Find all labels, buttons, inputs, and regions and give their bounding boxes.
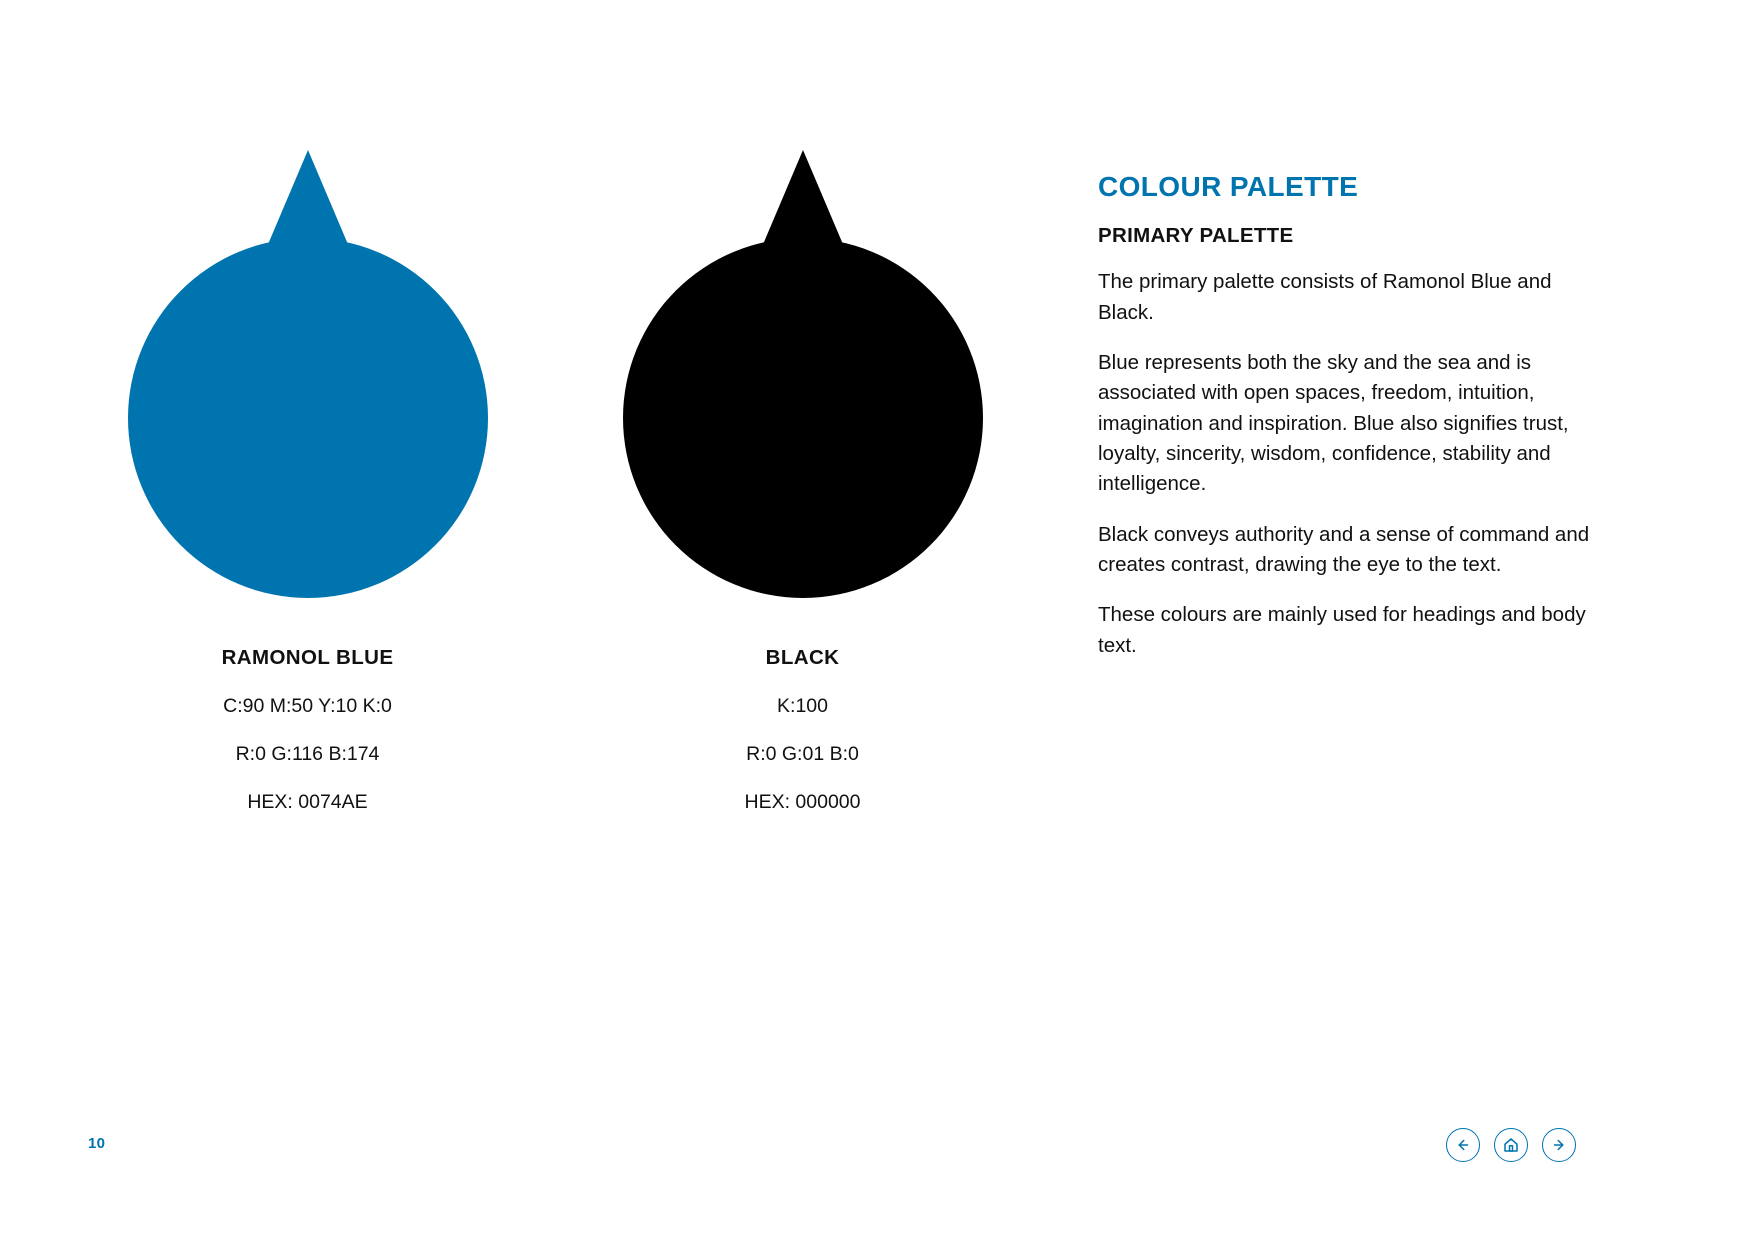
swatch-name: BLACK (765, 646, 840, 669)
page-title: COLOUR PALETTE (1098, 171, 1359, 202)
page-navigation (1446, 1128, 1576, 1162)
droplet-icon-blue (128, 150, 488, 598)
swatch-hex-value: HEX: 0074AE (247, 791, 368, 813)
body-paragraph-4: These colours are mainly used for headings and body text. (1098, 603, 1586, 657)
droplet-shape-wrapper (128, 150, 488, 600)
droplet-bulb (623, 238, 983, 598)
arrow-right-icon (1550, 1136, 1568, 1154)
swatch-cmyk-value: C:90 M:50 Y:10 K:0 (223, 695, 392, 717)
colour-swatch-group (60, 150, 1050, 814)
swatch-rgb-value: R:0 G:01 B:0 (746, 743, 859, 765)
page-number: 10 (88, 1135, 106, 1152)
swatch-cmyk-value: K:100 (777, 695, 828, 717)
next-page-button[interactable] (1542, 1128, 1576, 1162)
swatch-rgb-value: R:0 G:116 B:174 (235, 743, 380, 765)
home-button[interactable] (1494, 1128, 1528, 1162)
droplet-shape-wrapper (623, 150, 983, 600)
swatch-hex-value: HEX: 000000 (744, 791, 861, 813)
droplet-icon-black (623, 150, 983, 598)
description-column (1098, 172, 1598, 661)
previous-page-button[interactable] (1446, 1128, 1480, 1162)
droplet-bulb (128, 238, 488, 598)
home-icon (1502, 1136, 1520, 1154)
colour-swatch-black (555, 150, 1050, 814)
body-paragraph-2: Blue represents both the sky and the sea and is associated with open spaces, freedom, intuition, imagination and inspiration. Blue also signifies trust, loyalty, sincerity, wisdom, confidence, stability and intelligence. (1098, 351, 1569, 496)
arrow-left-icon (1454, 1136, 1472, 1154)
body-paragraph-1: The primary palette consists of Ramonol Blue and Black. (1098, 270, 1552, 324)
swatch-name: RAMONOL BLUE (221, 646, 394, 669)
body-paragraph-3: Black conveys authority and a sense of command and creates contrast, drawing the eye to the text. (1098, 522, 1590, 576)
colour-swatch-ramonol-blue (60, 150, 555, 814)
section-subtitle: PRIMARY PALETTE (1098, 223, 1294, 247)
